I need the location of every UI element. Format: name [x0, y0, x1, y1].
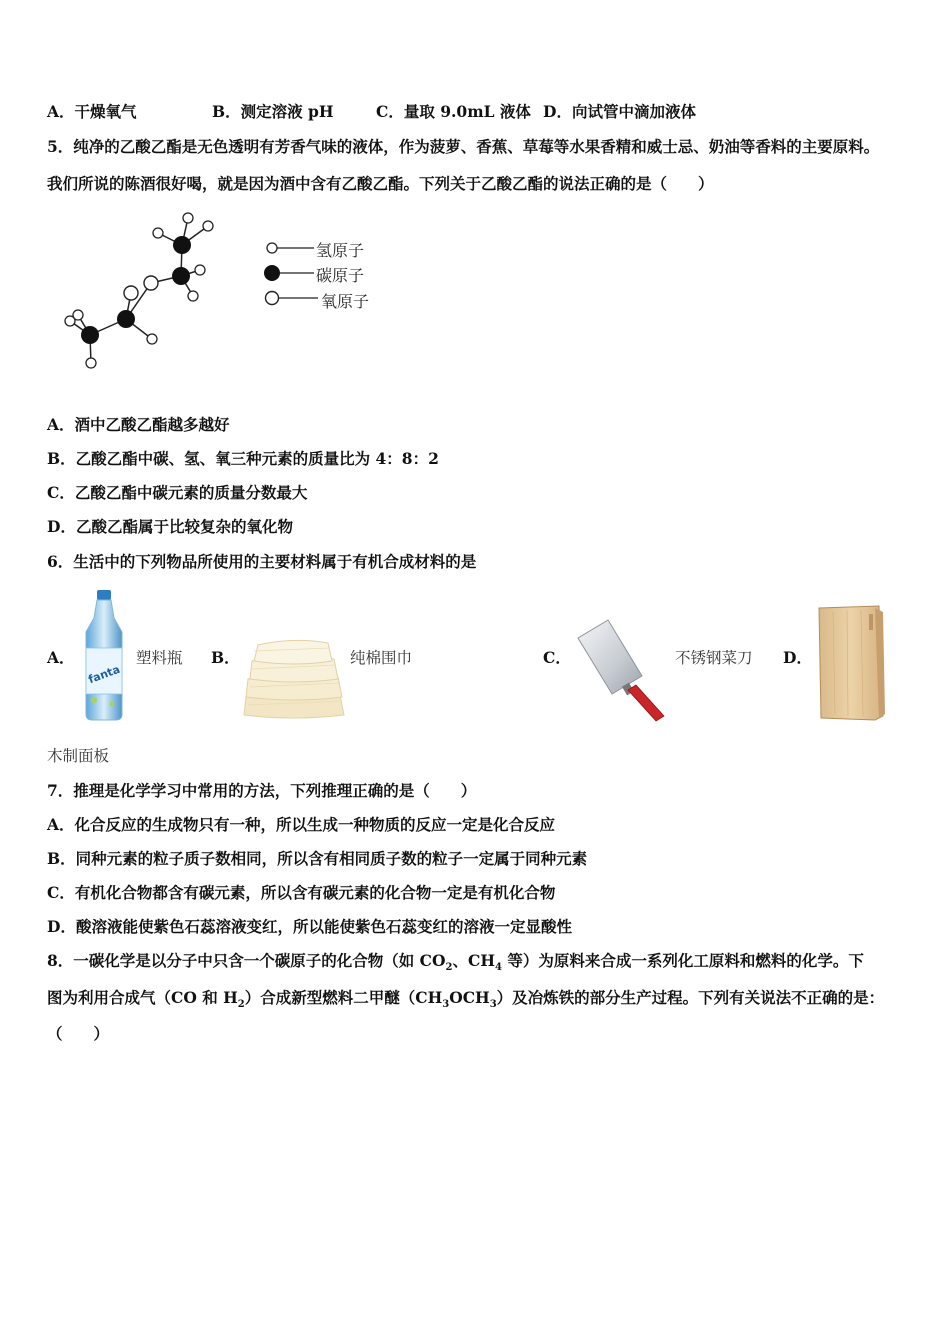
oxygen-atom-2: [124, 286, 138, 300]
q8-line1-sub-1: 2: [445, 962, 453, 974]
hydrogen-atom-3: [183, 213, 193, 223]
q8-stem-line1: [47, 951, 864, 978]
atom-legend-symbols: [262, 238, 322, 310]
q6-caption-cleaver: 不锈钢菜刀: [675, 649, 753, 667]
hydrogen-atom-4: [188, 291, 198, 301]
q8-line1-text-c: 等）为原料来合成一系列化工原料和燃料的化学。下: [501, 951, 864, 970]
legend-hydrogen-label: 氢原子: [316, 241, 365, 260]
ethyl-acetate-molecule-diagram: [55, 208, 225, 378]
q7-option-a: A．化合反应的生成物只有一种，所以生成一种物质的反应一定是化合反应: [47, 815, 556, 834]
q7-option-d: D．酸溶液能使紫色石蕊溶液变红，所以能使紫色石蕊变红的溶液一定显酸性: [47, 917, 572, 936]
q5-stem-line1: 5．纯净的乙酸乙酯是无色透明有芳香气味的液体，作为菠萝、香蕉、草莓等水果香精和威士忌、奶油等香料的主要原料。: [47, 137, 880, 156]
cotton-scarf-image: [240, 635, 348, 721]
carbon-atom-1: [173, 236, 191, 254]
q5-option-b: B．乙酸乙酯中碳、氢、氧三种元素的质量比为 4：8：2: [47, 449, 439, 468]
q6-caption-wooden-board: 木制面板: [47, 747, 110, 765]
legend-carbon-label: 碳原子: [316, 266, 365, 285]
hydrogen-atom-8: [73, 310, 83, 320]
q7-stem: 7．推理是化学学习中常用的方法，下列推理正确的是（ ）: [47, 781, 477, 800]
hydrogen-atoms: [65, 213, 213, 368]
carbon-atom-4: [81, 326, 99, 344]
hydrogen-atom-1: [153, 228, 163, 238]
q8-line1-text-b: 、CH: [452, 951, 495, 970]
q4-option-d: D．向试管中滴加液体: [543, 102, 696, 121]
carbon-atom-2: [172, 267, 190, 285]
hydrogen-legend-icon: [267, 243, 277, 253]
q8-line1-text-a: 8．一碳化学是以分子中只含一个碳原子的化合物（如 CO: [47, 951, 446, 970]
q5-option-a: A．酒中乙酸乙酯越多越好: [47, 415, 230, 434]
oxygen-legend-icon: [266, 292, 279, 305]
wooden-board-image: [813, 604, 887, 722]
q6-caption-cotton-scarf: 纯棉围巾: [350, 649, 413, 667]
q8-line2-sub-3: 3: [489, 999, 497, 1011]
q6-option-c-label: C．: [543, 648, 571, 667]
oxygen-atom-1: [144, 276, 158, 290]
bottle-brand-text: fanta: [86, 662, 122, 687]
q8-answer-blank: （ ）: [47, 1024, 110, 1043]
q8-line2-text-a: 图为利用合成气（CO 和 H: [47, 988, 238, 1007]
legend-oxygen-label: 氧原子: [321, 292, 370, 311]
q5-stem-line2: 我们所说的陈酒很好喝，就是因为酒中含有乙酸乙酯。下列关于乙酸乙酯的说法正确的是（ ）: [47, 174, 714, 193]
q6-caption-plastic-bottle: 塑料瓶: [136, 649, 183, 667]
q6-stem: 6．生活中的下列物品所使用的主要材料属于有机合成材料的是: [47, 552, 477, 571]
q6-option-a-label: A．: [47, 648, 75, 667]
plastic-bottle-image: [78, 588, 130, 722]
q6-option-d-label: D．: [783, 648, 812, 667]
q4-option-b: B．测定溶液 pH: [212, 102, 334, 121]
hydrogen-atom-9: [86, 358, 96, 368]
q8-line1-sub-2: 4: [494, 962, 502, 974]
q4-option-a: A．干燥氧气: [47, 102, 137, 121]
q7-option-b: B．同种元素的粒子质子数相同，所以含有相同质子数的粒子一定属于同种元素: [47, 849, 588, 868]
q8-line2-text-d: ）及冶炼铁的部分生产过程。下列有关说法不正确的是：: [496, 988, 885, 1007]
q5-option-d: D．乙酸乙酯属于比较复杂的氧化物: [47, 517, 293, 536]
q4-option-c: C．量取 9.0mL 液体: [376, 102, 531, 121]
hydrogen-atom-5: [195, 265, 205, 275]
q8-line2-text-b: ）合成新型燃料二甲醚（CH: [244, 988, 443, 1007]
q8-stem-line2: [47, 988, 884, 1015]
carbon-legend-icon: [264, 265, 280, 281]
hydrogen-atom-2: [203, 221, 213, 231]
q8-line2-sub-1: 2: [237, 999, 245, 1011]
q6-option-b-label: B．: [211, 648, 240, 667]
stainless-steel-cleaver-image: [572, 618, 668, 722]
hydrogen-atom-6: [147, 334, 157, 344]
carbon-atom-3: [117, 310, 135, 328]
q7-option-c: C．有机化合物都含有碳元素，所以含有碳元素的化合物一定是有机化合物: [47, 883, 556, 902]
q8-line2-sub-2: 3: [442, 999, 450, 1011]
q8-line2-text-c: OCH: [449, 988, 490, 1007]
q5-option-c: C．乙酸乙酯中碳元素的质量分数最大: [47, 483, 308, 502]
